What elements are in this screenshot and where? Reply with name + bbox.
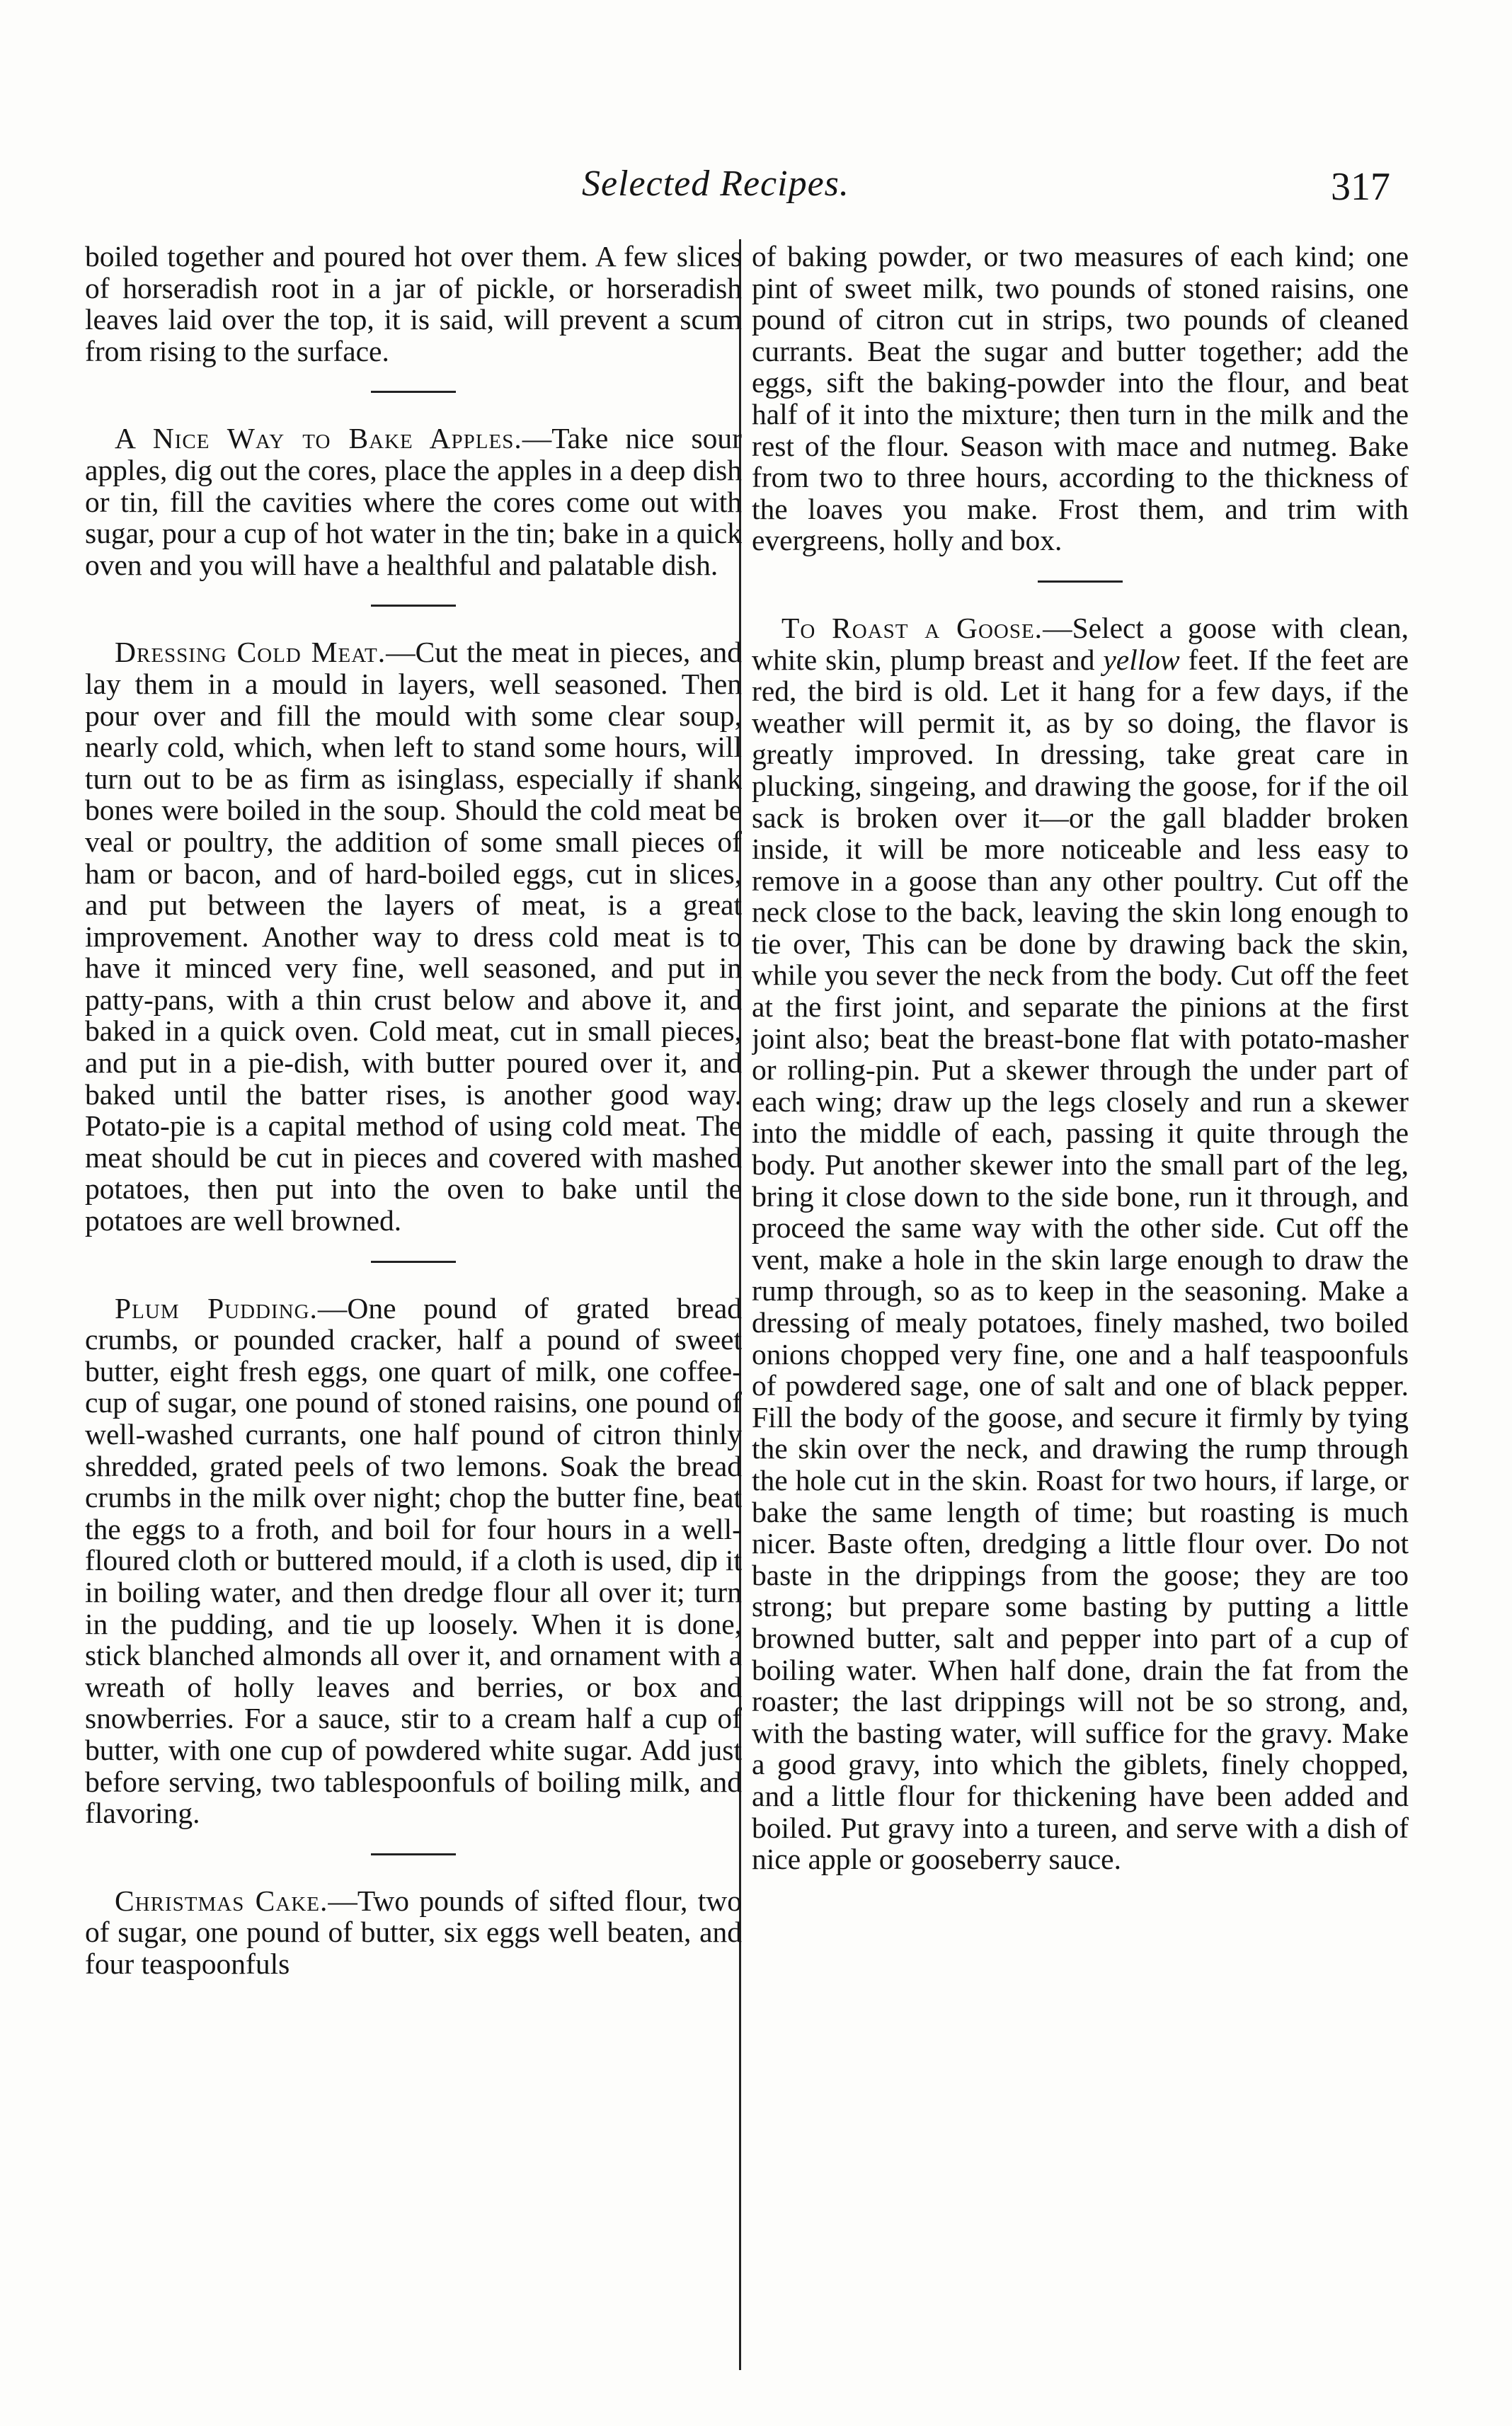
recipe-roast-goose — [752, 612, 1409, 1875]
christmas-cake-continuation: of baking powder, or two measures of each kind; one pint of sweet milk, two pounds of stoned raisins, one pound of citron cut in strips, two pounds of cleaned currants. Beat the sugar and butter together; add the eggs, sift the baking-powder into the flour, and beat half of it into the mixture; then turn in the milk and the rest of the flour. Season with mace and nutmeg. Bake from two to three hours, according to the thickness of the loaves you make. Frost them, and trim with evergreens, holly and box. — [752, 241, 1409, 557]
recipe-body: —One pound of grated bread crumbs, or pounded cracker, half a pound of sweet butter, eight fresh eggs, one quart of milk, one coffee-cup of sugar, one pound of stoned raisins, one pound of well-washed currants, one half pound of citron thinly shredded, grated peels of two lemons. Soak the bread crumbs in the milk over night; chop the butter fine, beat the eggs to a froth, and boil for four hours in a well-floured cloth or buttered mould, if a cloth is used, dip it in boiling water, and then dredge flour all over it; turn in the pudding, and tie up loosely. When it is done, stick blanched almonds all over it, and ornament with a wreath of holly leaves and berries, or box and snowberries. For a sauce, stir to a cream half a cup of butter, with one cup of powdered white sugar. Add just before serving, two tablespoonfuls of boiling milk, and flavoring. — [85, 1291, 742, 1830]
recipe-cold-meat — [85, 636, 742, 1236]
left-column — [85, 241, 742, 2379]
running-title: Selected Recipes. — [582, 164, 849, 204]
separator-rule — [371, 1853, 456, 1855]
recipe-christmas-cake — [85, 1885, 742, 1980]
separator-rule — [1038, 580, 1123, 583]
recipe-body: —Take nice sour apples, dig out the cores, place the apples in a deep dish or tin, fill the cavities where the cores come out with sugar, pour a cup of hot water in the tin; bake in a quick oven and you will have a healthful and palatable dish. — [85, 422, 742, 581]
separator-rule — [371, 1261, 456, 1263]
recipe-body: —Cut the meat in pieces, and lay them in a mould in layers, well seasoned. Then pour over and fill the mould with some clear soup, nearly cold, which, when left to stand some hours, will turn out to be as firm as isinglass, especially if shank bones were boiled in the soup. Should the cold meat be veal or poultry, the addition of some small pieces of ham or bacon, and of hard-boiled eggs, cut in slices, and put between the layers of meat, is a great improvement. Another way to dress cold meat is to have it minced very fine, well seasoned, and put in patty-pans, with a thin crust below and above it, and baked in a quick oven. Cold meat, cut in small pieces, and put in a pie-dish, with butter poured over it, and baked until the batter rises, is another good way. Potato-pie is a capital method of using cold meat. The meat should be cut in pieces and covered with mashed potatoes, then put into the oven to bake until the potatoes are well browned. — [85, 636, 742, 1237]
recipe-body-a: —Select a goose with clean, white skin, plump breast and — [752, 611, 1409, 676]
separator-rule — [371, 391, 456, 393]
recipe-title: A Nice Way to Bake Apples. — [115, 422, 522, 455]
page-header — [0, 163, 1512, 212]
page-number: 317 — [1331, 165, 1390, 209]
recipe-body-emphasis: yellow — [1103, 643, 1180, 676]
recipe-title: To Roast a Goose. — [781, 611, 1043, 644]
recipe-body-b: feet. If the feet are red, the bird is old. Let it hang for a few days, if the weather will permit it, as by so doing, the flavor is greatly improved. In dressing, take great care in plucking, singeing, and drawing the goose, for if the oil sack is broken over it—or the gall bladder broken inside, it will be more noticeable and less easy to remove in a goose than any other poultry. Cut off the neck close to the back, leaving the skin long enough to tie over, This can be done by drawing back the skin, while you sever the neck from the body. Cut off the feet at the first joint, and separate the pinions at the first joint also; beat the breast-bone flat with potato-masher or rolling-pin. Put a skewer through the under part of each wing; draw up the legs closely and run a skewer into the middle of each, passing it quite through the body. Put another skewer into the small part of the leg, bring it close down to the side bone, run it through, and proceed the same way with the other side. Cut off the vent, make a hole in the skin large enough to draw the rump through, so as to keep in the seasoning. Make a dressing of mealy potatoes, finely mashed, two boiled onions chopped very fine, one and a half teaspoonfuls of powdered sage, one of salt and one of black pepper. Fill the body of the goose, and secure it firmly by tying the skin over the neck, and drawing the rump through the hole cut in the skin. Roast for two hours, if large, or bake the same length of time; but roasting is much nicer. Baste often, dredging a little flour over. Do not baste in the drippings from the goose; they are too strong; but prepare some basting by putting a little browned butter, salt and pepper into part of a cup of boiling water. When half done, drain the fat from the roaster; the last drippings will not be so strong, and, with the basting water, will suffice for the gravy. Make a good gravy, into which the giblets, finely chopped, and a little flour for thickening have been added and boiled. Put gravy into a tureen, and serve with a dish of nice apple or gooseberry sauce. — [752, 643, 1409, 1876]
recipe-title: Christmas Cake. — [115, 1884, 328, 1917]
recipe-title: Plum Pudding. — [115, 1291, 318, 1324]
separator-rule — [371, 605, 456, 607]
recipe-body: —Two pounds of sifted flour, two of sugar, one pound of butter, six eggs well beaten, and four teaspoonfuls — [85, 1884, 742, 1980]
recipe-bake-apples — [85, 423, 742, 580]
recipe-plum-pudding — [85, 1293, 742, 1829]
right-column — [752, 241, 1409, 2379]
pickle-continuation: boiled together and poured hot over them. A few slices of horseradish root in a jar of pickle, or horseradish leaves laid over the top, it is said, will prevent a scum from rising to the surface. — [85, 241, 742, 367]
recipe-title: Dressing Cold Meat. — [115, 636, 386, 669]
